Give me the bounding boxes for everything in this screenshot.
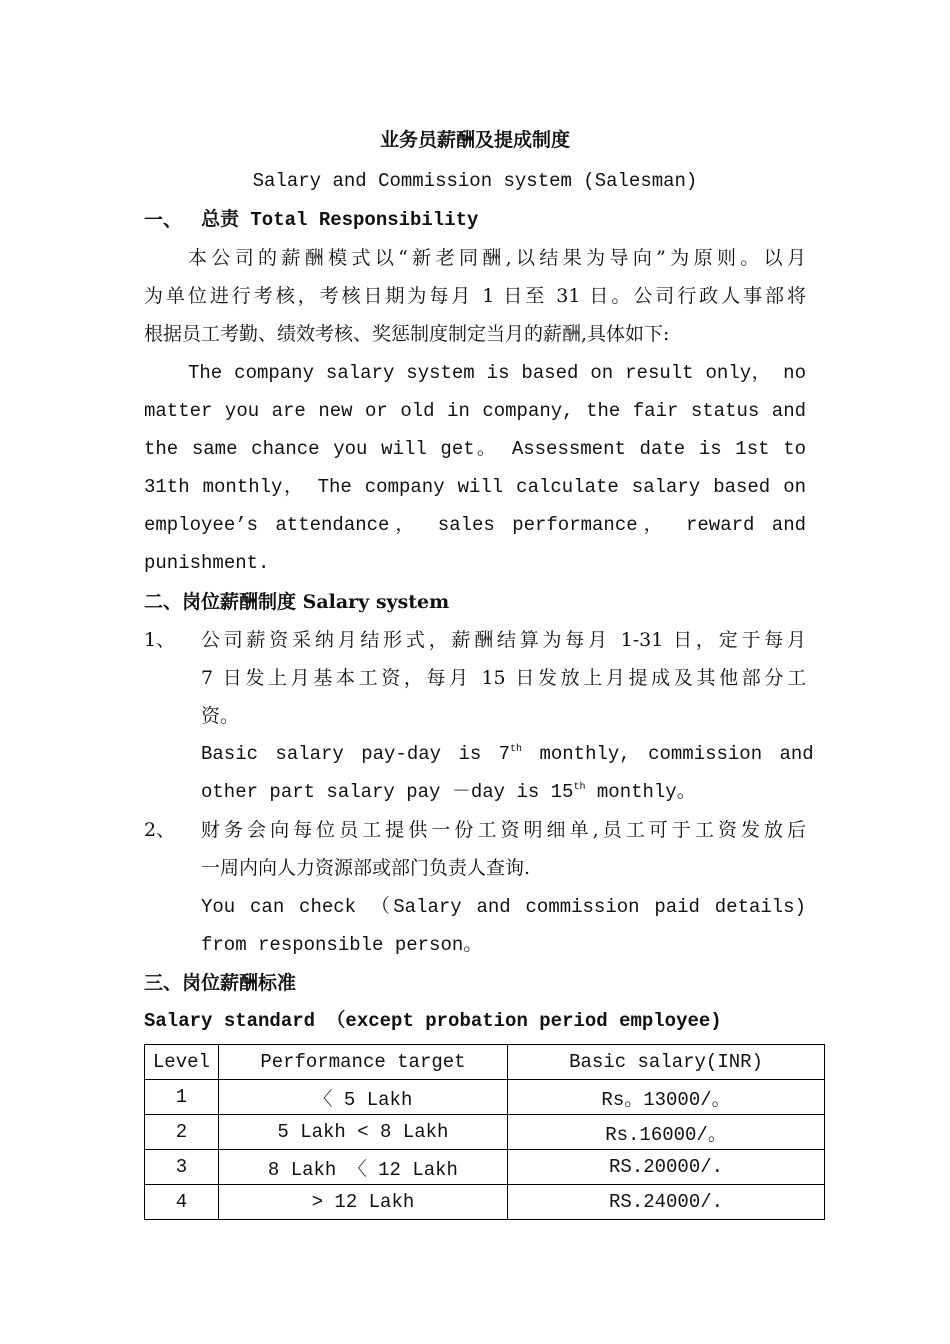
item2-cn-line-2: 一周内向人力资源部或部门负责人查询. bbox=[201, 857, 531, 879]
table-row bbox=[145, 1150, 825, 1185]
cell-level: 2 bbox=[145, 1115, 219, 1150]
s1-en-line-2: matter you are new or old in company, the fair status and bbox=[144, 400, 806, 422]
item1-number: 1、 bbox=[144, 629, 176, 651]
cell-salary: Rs。13000/。 bbox=[508, 1080, 825, 1115]
cell-target: 〈 5 Lakh bbox=[218, 1080, 507, 1115]
section2-heading: 二、岗位薪酬制度 Salary system bbox=[144, 591, 450, 613]
item2-number: 2、 bbox=[144, 819, 176, 841]
item1-en-1-text-b: monthly, commission and bbox=[522, 743, 814, 765]
item1-cn-line-1: 公司薪资采纳月结形式，薪酬结算为每月 1-31 日，定于每月 bbox=[201, 629, 806, 651]
cell-level: 3 bbox=[145, 1150, 219, 1185]
section1-heading: 总责 Total Responsibility bbox=[201, 209, 479, 231]
header-level: Level bbox=[145, 1045, 219, 1080]
table-row bbox=[145, 1185, 825, 1220]
item1-cn-line-3: 资。 bbox=[201, 705, 240, 727]
cell-level: 4 bbox=[145, 1185, 219, 1220]
s1-cn-line-2: 为单位进行考核，考核日期为每月 1 日至 31 日。公司行政人事部将 bbox=[144, 285, 806, 307]
section1-number: 一、 bbox=[144, 209, 183, 231]
cell-salary: RS.20000/. bbox=[508, 1150, 825, 1185]
item1-en-1-text-a: Basic salary pay-day is 7 bbox=[201, 743, 511, 765]
s1-en-line-3: the same chance you will get。 Assessment date is 1st to bbox=[144, 438, 806, 460]
salary-standard-subheading: Salary standard （except probation period employee) bbox=[144, 1010, 722, 1032]
item2-cn-line-1: 财务会向每位员工提供一份工资明细单,员工可于工资发放后 bbox=[201, 819, 806, 841]
header-performance-target: Performance target bbox=[218, 1045, 507, 1080]
item1-cn-line-2: 7 日发上月基本工资，每月 15 日发放上月提成及其他部分工 bbox=[201, 667, 806, 689]
s1-en-line-5: employee’s attendance， sales performance， reward and bbox=[144, 514, 806, 536]
item1-en-2-sup: th bbox=[573, 782, 586, 793]
cell-salary: RS.24000/. bbox=[508, 1185, 825, 1220]
item1-en-line-1 bbox=[201, 742, 814, 766]
cell-target: 8 Lakh 〈 12 Lakh bbox=[218, 1150, 507, 1185]
item2-en-line-2: from responsible person。 bbox=[201, 934, 483, 956]
section3-heading: 三、岗位薪酬标准 bbox=[144, 972, 297, 994]
cell-target: > 12 Lakh bbox=[218, 1185, 507, 1220]
table-row bbox=[145, 1080, 825, 1115]
title-english: Salary and Commission system (Salesman) bbox=[252, 170, 698, 192]
item1-en-2-text-b: monthly。 bbox=[585, 781, 696, 803]
item1-en-1-sup: th bbox=[510, 744, 523, 755]
table-row bbox=[145, 1115, 825, 1150]
item2-en-line-1: You can check （Salary and commission paid details) bbox=[201, 896, 806, 918]
header-basic-salary: Basic salary(INR) bbox=[508, 1045, 825, 1080]
s1-cn-line-3: 根据员工考勤、绩效考核、奖惩制度制定当月的薪酬,具体如下: bbox=[144, 323, 670, 345]
table-header-row bbox=[145, 1045, 825, 1080]
item1-en-line-2 bbox=[201, 780, 696, 804]
title-chinese: 业务员薪酬及提成制度 bbox=[379, 129, 570, 151]
s1-en-line-4: 31th monthly， The company will calculate salary based on bbox=[144, 476, 806, 498]
item1-en-2-text-a: other part salary pay －day is 15 bbox=[201, 781, 574, 803]
cell-level: 1 bbox=[145, 1080, 219, 1115]
s1-cn-line-1: 本公司的薪酬模式以“新老同酬,以结果为导向”为原则。以月 bbox=[188, 247, 806, 269]
cell-target: 5 Lakh < 8 Lakh bbox=[218, 1115, 507, 1150]
s1-en-line-1: The company salary system is based on result only， no bbox=[188, 362, 806, 384]
cell-salary: Rs.16000/。 bbox=[508, 1115, 825, 1150]
s1-en-line-6: punishment. bbox=[144, 552, 270, 574]
salary-standard-table bbox=[144, 1044, 825, 1220]
